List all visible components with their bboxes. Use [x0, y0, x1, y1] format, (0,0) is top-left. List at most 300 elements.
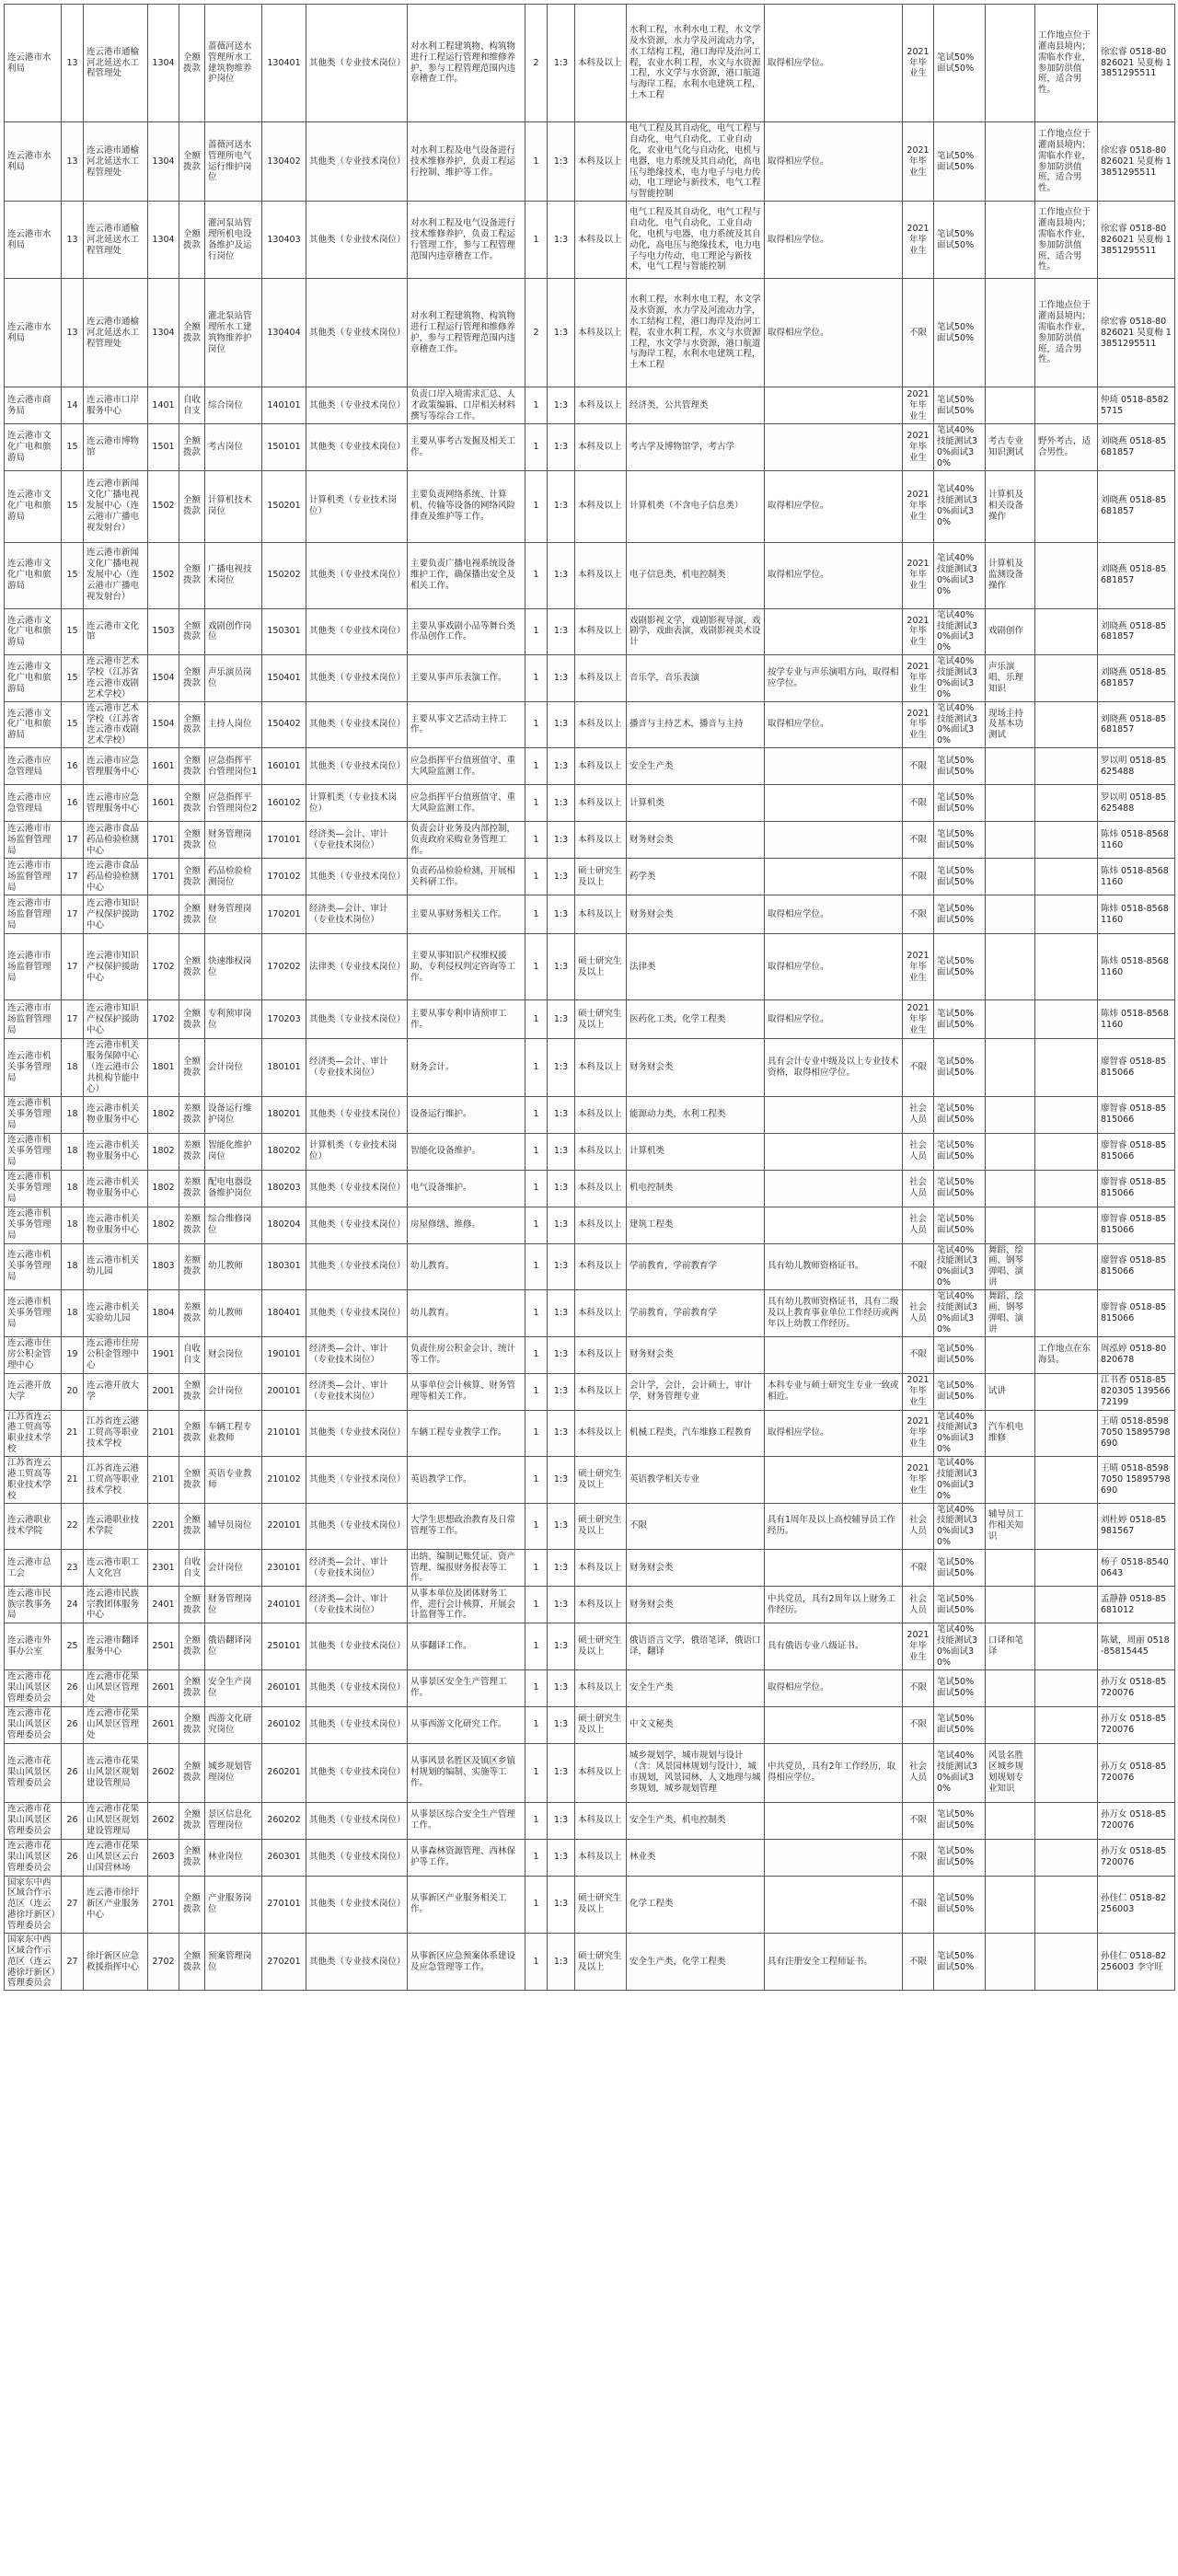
cell-remarks: 工作地点在东海县。 [1035, 1336, 1098, 1373]
cell-position-code: 130401 [262, 5, 306, 122]
cell-contact: 周泓婷 0518-80820678 [1098, 1336, 1175, 1373]
cell-other-requirements [765, 785, 903, 822]
cell-contact: 孙万女 0518-85720076 [1098, 1802, 1175, 1839]
cell-duties: 从事新区应急预案体系建设及应急管理等工作。 [408, 1933, 525, 1990]
cell-skill-test [986, 1207, 1035, 1243]
cell-contact: 孙佳仁 0518-82256003 李守旺 [1098, 1933, 1175, 1990]
cell-skill-test [986, 785, 1035, 822]
cell-unit: 连云港市翻译服务中心 [84, 1623, 148, 1670]
cell-education: 本科及以上 [575, 1039, 627, 1096]
cell-ratio: 1:3 [548, 1933, 575, 1990]
cell-exam-ratio: 笔试40%技能测试30%面试30% [934, 424, 986, 471]
cell-dept: 连云港开放大学 [5, 1373, 62, 1410]
cell-duties: 设备运行维护。 [408, 1096, 525, 1133]
cell-funding: 全额拨款 [179, 655, 205, 702]
cell-ratio: 1:3 [548, 122, 575, 202]
cell-other-requirements: 取得相应学位。 [765, 470, 903, 542]
cell-unit-code: 2702 [148, 1933, 179, 1990]
cell-unit-code: 2601 [148, 1706, 179, 1743]
cell-dept-code: 17 [62, 934, 84, 1000]
cell-position: 财务管理岗位 [205, 895, 262, 934]
cell-headcount: 1 [525, 1876, 548, 1933]
cell-exam-ratio: 笔试50%面试50% [934, 822, 986, 859]
cell-category: 其他类（专业技术岗位） [306, 424, 408, 471]
cell-position-code: 270201 [262, 1933, 306, 1990]
cell-dept-code: 16 [62, 748, 84, 785]
cell-headcount: 1 [525, 1743, 548, 1802]
cell-headcount: 2 [525, 5, 548, 122]
cell-skill-test [986, 748, 1035, 785]
cell-ratio: 1:3 [548, 701, 575, 748]
cell-position-code: 140101 [262, 387, 306, 424]
cell-funding: 全额拨款 [179, 859, 205, 895]
cell-dept-code: 18 [62, 1290, 84, 1337]
cell-skill-test: 口译和笔译 [986, 1623, 1035, 1670]
cell-dept-code: 20 [62, 1373, 84, 1410]
cell-contact: 江书香 0518-85820305 13956672199 [1098, 1373, 1175, 1410]
cell-other-requirements [765, 1096, 903, 1133]
cell-funding: 全额拨款 [179, 934, 205, 1000]
cell-major: 计算机类 [627, 785, 765, 822]
cell-skill-test [986, 822, 1035, 859]
cell-dept-code: 25 [62, 1623, 84, 1670]
cell-other-requirements: 具有俄语专业八级证书。 [765, 1623, 903, 1670]
cell-dept-code: 14 [62, 387, 84, 424]
cell-position-code: 170203 [262, 1000, 306, 1039]
cell-dept-code: 26 [62, 1839, 84, 1876]
cell-major: 化学工程类 [627, 1876, 765, 1933]
cell-category: 经济类—会计、审计（专业技术岗位） [306, 1587, 408, 1623]
cell-target-group: 不限 [903, 822, 934, 859]
cell-skill-test: 辅导员工作相关知识 [986, 1503, 1035, 1550]
cell-duties: 从事新区产业服务相关工作。 [408, 1876, 525, 1933]
cell-major: 俄语语言文学，俄语笔译，俄语口译，翻译 [627, 1623, 765, 1670]
cell-exam-ratio: 笔试50%面试50% [934, 859, 986, 895]
cell-unit: 连云港市新闻文化广播电视发展中心（连云港市广播电视发射台） [84, 542, 148, 608]
cell-ratio: 1:3 [548, 1503, 575, 1550]
cell-target-group: 不限 [903, 1802, 934, 1839]
cell-major: 不限 [627, 1503, 765, 1550]
cell-dept: 连云港市文化广电和旅游局 [5, 470, 62, 542]
cell-funding: 差额拨款 [179, 1207, 205, 1243]
cell-skill-test: 舞蹈、绘画、钢琴弹唱、演讲 [986, 1243, 1035, 1290]
cell-unit-code: 1503 [148, 608, 179, 655]
cell-funding: 全额拨款 [179, 1457, 205, 1504]
cell-dept-code: 13 [62, 279, 84, 387]
cell-duties: 主要负责广播电视系统设备维护工作，确保播出安全及相关工作。 [408, 542, 525, 608]
cell-unit: 连云港市花果山风景区云台山国营林场 [84, 1839, 148, 1876]
cell-position: 应急指挥平台管理岗位2 [205, 785, 262, 822]
cell-funding: 全额拨款 [179, 1876, 205, 1933]
cell-remarks [1035, 542, 1098, 608]
table-row [5, 1207, 1175, 1243]
cell-duties: 出纳、编制记账凭证、资产管理、编报财务报表等工作。 [408, 1550, 525, 1587]
cell-other-requirements [765, 822, 903, 859]
cell-contact: 孟静静 0518-85681012 [1098, 1587, 1175, 1623]
cell-unit-code: 2501 [148, 1623, 179, 1670]
cell-contact: 孙万女 0518-85720076 [1098, 1669, 1175, 1706]
cell-unit-code: 2602 [148, 1743, 179, 1802]
cell-headcount: 1 [525, 785, 548, 822]
cell-target-group: 2021年毕业生 [903, 608, 934, 655]
cell-major: 法律类 [627, 934, 765, 1000]
cell-unit-code: 1803 [148, 1243, 179, 1290]
cell-unit: 连云港市食品药品检验检测中心 [84, 859, 148, 895]
cell-major: 财务财会类 [627, 1550, 765, 1587]
cell-exam-ratio: 笔试50%面试50% [934, 279, 986, 387]
cell-unit: 连云港市通榆河北延送水工程管理处 [84, 122, 148, 202]
table-row [5, 1290, 1175, 1337]
cell-skill-test [986, 5, 1035, 122]
cell-ratio: 1:3 [548, 822, 575, 859]
cell-funding: 差额拨款 [179, 1096, 205, 1133]
cell-other-requirements: 取得相应学位。 [765, 1669, 903, 1706]
cell-unit: 连云港市知识产权保护援助中心 [84, 934, 148, 1000]
cell-education: 本科及以上 [575, 5, 627, 122]
cell-target-group: 2021年毕业生 [903, 701, 934, 748]
cell-dept-code: 18 [62, 1133, 84, 1170]
cell-headcount: 1 [525, 424, 548, 471]
cell-duties: 房屋修缮、维修。 [408, 1207, 525, 1243]
cell-position: 安全生产岗位 [205, 1669, 262, 1706]
cell-duties: 车辆工程专业教学工作。 [408, 1410, 525, 1457]
cell-dept: 国家东中西区域合作示范区（连云港徐圩新区）管理委员会 [5, 1876, 62, 1933]
cell-remarks [1035, 1706, 1098, 1743]
cell-category: 其他类（专业技术岗位） [306, 1839, 408, 1876]
cell-duties: 从事翻译工作。 [408, 1623, 525, 1670]
cell-major: 财务财会类 [627, 1336, 765, 1373]
cell-category: 其他类（专业技术岗位） [306, 1623, 408, 1670]
cell-exam-ratio: 笔试40%技能测试30%面试30% [934, 1410, 986, 1457]
cell-dept-code: 13 [62, 122, 84, 202]
cell-category: 其他类（专业技术岗位） [306, 542, 408, 608]
cell-contact: 陈炜 0518-85681160 [1098, 934, 1175, 1000]
cell-category: 经济类—会计、审计（专业技术岗位） [306, 1336, 408, 1373]
cell-unit: 连云港市通榆河北延送水工程管理处 [84, 202, 148, 279]
cell-category: 经济类—会计、审计（专业技术岗位） [306, 822, 408, 859]
cell-education: 本科及以上 [575, 1170, 627, 1207]
cell-category: 计算机类（专业技术岗位） [306, 470, 408, 542]
cell-remarks: 工作地点位于灌南县境内；需临水作业，参加防洪值班，适合男性。 [1035, 279, 1098, 387]
cell-dept-code: 15 [62, 608, 84, 655]
cell-exam-ratio: 笔试50%面试50% [934, 1706, 986, 1743]
cell-education: 本科及以上 [575, 608, 627, 655]
cell-contact: 仲琦 0518-85825715 [1098, 387, 1175, 424]
cell-duties: 从事西游文化研究工作。 [408, 1706, 525, 1743]
cell-duties: 大学生思想政治教育及日常管理等工作。 [408, 1503, 525, 1550]
cell-contact: 刘晓燕 0518-85681857 [1098, 655, 1175, 702]
cell-funding: 全额拨款 [179, 1587, 205, 1623]
cell-ratio: 1:3 [548, 1802, 575, 1839]
cell-ratio: 1:3 [548, 1290, 575, 1337]
cell-unit: 连云港市机关物业服务中心 [84, 1170, 148, 1207]
cell-other-requirements: 具有注册安全工程师证书。 [765, 1933, 903, 1990]
cell-contact: 陈炜 0518-85681160 [1098, 822, 1175, 859]
cell-skill-test: 试讲 [986, 1373, 1035, 1410]
cell-unit-code: 1801 [148, 1039, 179, 1096]
cell-remarks: 工作地点位于灌南县境内；需临水作业，参加防洪值班，适合男性。 [1035, 202, 1098, 279]
cell-funding: 自收自支 [179, 387, 205, 424]
cell-other-requirements [765, 1133, 903, 1170]
cell-unit-code: 2101 [148, 1410, 179, 1457]
table-row [5, 470, 1175, 542]
cell-category: 经济类—会计、审计（专业技术岗位） [306, 1373, 408, 1410]
cell-other-requirements: 取得相应学位。 [765, 122, 903, 202]
cell-unit: 江苏省连云港工贸高等职业技术学校 [84, 1457, 148, 1504]
cell-dept-code: 19 [62, 1336, 84, 1373]
cell-headcount: 1 [525, 701, 548, 748]
cell-dept: 连云港市机关事务管理局 [5, 1170, 62, 1207]
cell-dept-code: 18 [62, 1243, 84, 1290]
cell-unit: 连云港市通榆河北延送水工程管理处 [84, 5, 148, 122]
cell-duties: 负责住房公积金会计、统计等工作。 [408, 1336, 525, 1373]
cell-duties: 主要从事戏剧小品等舞台类作品创作工作。 [408, 608, 525, 655]
cell-position-code: 270101 [262, 1876, 306, 1933]
cell-skill-test [986, 1336, 1035, 1373]
cell-exam-ratio: 笔试50%面试50% [934, 895, 986, 934]
cell-target-group: 社会人员 [903, 1587, 934, 1623]
cell-remarks [1035, 1876, 1098, 1933]
cell-ratio: 1:3 [548, 1207, 575, 1243]
table-row [5, 1170, 1175, 1207]
cell-funding: 全额拨款 [179, 1933, 205, 1990]
cell-target-group: 2021年毕业生 [903, 934, 934, 1000]
cell-position-code: 150202 [262, 542, 306, 608]
cell-dept-code: 13 [62, 5, 84, 122]
cell-ratio: 1:3 [548, 202, 575, 279]
cell-dept: 国家东中西区域合作示范区（连云港徐圩新区）管理委员会 [5, 1933, 62, 1990]
cell-position: 戏剧创作岗位 [205, 608, 262, 655]
cell-exam-ratio: 笔试50%面试50% [934, 1373, 986, 1410]
cell-position: 专利预审岗位 [205, 1000, 262, 1039]
cell-funding: 全额拨款 [179, 202, 205, 279]
cell-unit: 连云港市住房公积金管理中心 [84, 1336, 148, 1373]
cell-duties: 主要从事知识产权维权援助、专利侵权判定咨询等工作。 [408, 934, 525, 1000]
cell-exam-ratio: 笔试50%面试50% [934, 202, 986, 279]
table-row [5, 1373, 1175, 1410]
cell-remarks [1035, 655, 1098, 702]
cell-ratio: 1:3 [548, 1839, 575, 1876]
cell-headcount: 1 [525, 1000, 548, 1039]
cell-remarks [1035, 1623, 1098, 1670]
cell-category: 计算机类（专业技术岗位） [306, 785, 408, 822]
cell-skill-test: 计算机及相关设备操作 [986, 470, 1035, 542]
cell-remarks [1035, 895, 1098, 934]
cell-dept-code: 27 [62, 1876, 84, 1933]
cell-ratio: 1:3 [548, 542, 575, 608]
cell-major: 计算机类 [627, 1133, 765, 1170]
cell-category: 其他类（专业技术岗位） [306, 859, 408, 895]
cell-major: 电气工程及其自动化，电气工程与自动化，电气自动化，工业自动化，电机与电器，电力系统及其自动化，高电压与绝缘技术，电力电子与电力传动，电工理论与新技术，电气工程与智能控制 [627, 202, 765, 279]
cell-unit: 连云港市机关物业服务中心 [84, 1096, 148, 1133]
table-row [5, 1133, 1175, 1170]
cell-major: 考古学及博物馆学，考古学 [627, 424, 765, 471]
cell-dept: 连云港市应急管理局 [5, 748, 62, 785]
cell-dept-code: 18 [62, 1170, 84, 1207]
cell-dept: 连云港市外事办公室 [5, 1623, 62, 1670]
table-row [5, 122, 1175, 202]
cell-exam-ratio: 笔试50%面试50% [934, 1133, 986, 1170]
cell-unit-code: 1901 [148, 1336, 179, 1373]
cell-position-code: 260301 [262, 1839, 306, 1876]
cell-other-requirements: 取得相应学位。 [765, 1410, 903, 1457]
cell-funding: 差额拨款 [179, 1170, 205, 1207]
cell-funding: 全额拨款 [179, 608, 205, 655]
cell-headcount: 1 [525, 1802, 548, 1839]
cell-unit-code: 2401 [148, 1587, 179, 1623]
table-row [5, 424, 1175, 471]
cell-position: 设备运行维护岗位 [205, 1096, 262, 1133]
cell-headcount: 1 [525, 748, 548, 785]
table-row [5, 608, 1175, 655]
cell-remarks [1035, 1207, 1098, 1243]
cell-major: 安全生产类，机电控制类 [627, 1802, 765, 1839]
cell-duties: 幼儿教育。 [408, 1290, 525, 1337]
cell-contact: 刘晓燕 0518-85681857 [1098, 608, 1175, 655]
cell-contact: 刘晓燕 0518-85681857 [1098, 424, 1175, 471]
cell-skill-test [986, 934, 1035, 1000]
cell-position: 会计岗位 [205, 1039, 262, 1096]
cell-skill-test [986, 202, 1035, 279]
cell-remarks [1035, 608, 1098, 655]
cell-remarks [1035, 1743, 1098, 1802]
cell-major: 能源动力类，水利工程类 [627, 1096, 765, 1133]
table-row [5, 822, 1175, 859]
cell-dept-code: 17 [62, 822, 84, 859]
table-row [5, 701, 1175, 748]
cell-unit: 连云港市职工人文化宫 [84, 1550, 148, 1587]
cell-category: 其他类（专业技术岗位） [306, 1706, 408, 1743]
cell-unit-code: 2201 [148, 1503, 179, 1550]
cell-contact: 廖智睿 0518-85815066 [1098, 1290, 1175, 1337]
cell-duties: 对水利工程建筑物、构筑物进行工程运行管理和维修养护，参与工程管理范围内违章稽查工作。 [408, 279, 525, 387]
cell-category: 其他类（专业技术岗位） [306, 1096, 408, 1133]
cell-unit: 连云港市机关服务保障中心（连云港市公共机构节能中心） [84, 1039, 148, 1096]
cell-unit: 连云港市机关幼儿园 [84, 1243, 148, 1290]
cell-unit: 连云港市花果山风景区规划建设管理局 [84, 1802, 148, 1839]
cell-category: 法律类（专业技术岗位） [306, 934, 408, 1000]
cell-ratio: 1:3 [548, 655, 575, 702]
table-row [5, 387, 1175, 424]
table-row [5, 5, 1175, 122]
cell-dept: 连云港市花果山风景区管理委员会 [5, 1743, 62, 1802]
cell-other-requirements [765, 859, 903, 895]
cell-other-requirements [765, 1706, 903, 1743]
cell-unit-code: 1601 [148, 785, 179, 822]
cell-other-requirements [765, 424, 903, 471]
cell-unit: 连云港市通榆河北延送水工程管理处 [84, 279, 148, 387]
cell-funding: 全额拨款 [179, 1503, 205, 1550]
cell-remarks [1035, 785, 1098, 822]
table-row [5, 1743, 1175, 1802]
cell-unit: 连云港市新闻文化广播电视发展中心（连云港市广播电视发射台） [84, 470, 148, 542]
cell-education: 本科及以上 [575, 822, 627, 859]
cell-position-code: 180101 [262, 1039, 306, 1096]
cell-category: 其他类（专业技术岗位） [306, 748, 408, 785]
cell-dept: 连云港市文化广电和旅游局 [5, 424, 62, 471]
cell-dept: 连云港市水利局 [5, 122, 62, 202]
table-row [5, 1550, 1175, 1587]
cell-major: 音乐学，音乐表演 [627, 655, 765, 702]
cell-dept: 连云港市文化广电和旅游局 [5, 608, 62, 655]
cell-position-code: 240101 [262, 1587, 306, 1623]
cell-unit-code: 1401 [148, 387, 179, 424]
cell-dept: 江苏省连云港工贸高等职业技术学校 [5, 1457, 62, 1504]
cell-position: 应急指挥平台管理岗位1 [205, 748, 262, 785]
cell-unit-code: 1501 [148, 424, 179, 471]
cell-duties: 主要从事专利申请预审工作。 [408, 1000, 525, 1039]
cell-ratio: 1:3 [548, 1373, 575, 1410]
cell-exam-ratio: 笔试50%面试50% [934, 5, 986, 122]
cell-ratio: 1:3 [548, 785, 575, 822]
cell-unit: 连云港职业技术学院 [84, 1503, 148, 1550]
cell-dept: 连云港市水利局 [5, 202, 62, 279]
cell-other-requirements [765, 1802, 903, 1839]
cell-unit-code: 1502 [148, 542, 179, 608]
cell-dept: 连云港市水利局 [5, 279, 62, 387]
cell-unit: 连云港市花果山风景区规划建设管理局 [84, 1743, 148, 1802]
cell-position: 会计岗位 [205, 1550, 262, 1587]
cell-exam-ratio: 笔试50%面试50% [934, 1802, 986, 1839]
cell-duties: 主要从事文艺活动主持工作。 [408, 701, 525, 748]
cell-dept: 连云港市文化广电和旅游局 [5, 701, 62, 748]
cell-target-group: 不限 [903, 895, 934, 934]
cell-target-group: 2021年毕业生 [903, 1373, 934, 1410]
cell-unit: 连云港市机关实验幼儿园 [84, 1290, 148, 1337]
cell-contact: 廖智睿 0518-85815066 [1098, 1039, 1175, 1096]
cell-other-requirements: 取得相应学位。 [765, 934, 903, 1000]
cell-position: 声乐演员岗位 [205, 655, 262, 702]
cell-education: 本科及以上 [575, 202, 627, 279]
cell-ratio: 1:3 [548, 1133, 575, 1170]
cell-skill-test: 风景名胜区城乡规划规划专业知识 [986, 1743, 1035, 1802]
cell-exam-ratio: 笔试50%面试50% [934, 1669, 986, 1706]
cell-education: 本科及以上 [575, 1587, 627, 1623]
cell-exam-ratio: 笔试50%面试50% [934, 387, 986, 424]
cell-dept-code: 27 [62, 1933, 84, 1990]
cell-headcount: 1 [525, 1133, 548, 1170]
cell-position-code: 180204 [262, 1207, 306, 1243]
cell-headcount: 1 [525, 859, 548, 895]
cell-remarks [1035, 1096, 1098, 1133]
cell-unit-code: 1504 [148, 655, 179, 702]
cell-position-code: 220101 [262, 1503, 306, 1550]
cell-remarks: 工作地点位于灌南县境内；需临水作业，参加防洪值班，适合男性。 [1035, 5, 1098, 122]
cell-ratio: 1:3 [548, 1170, 575, 1207]
cell-other-requirements: 取得相应学位。 [765, 279, 903, 387]
cell-contact: 廖智睿 0518-85815066 [1098, 1243, 1175, 1290]
cell-unit-code: 1701 [148, 822, 179, 859]
cell-dept-code: 21 [62, 1457, 84, 1504]
cell-contact: 孙万女 0518-85720076 [1098, 1706, 1175, 1743]
cell-headcount: 1 [525, 608, 548, 655]
cell-education: 本科及以上 [575, 1802, 627, 1839]
cell-unit: 连云港市应急管理服务中心 [84, 748, 148, 785]
cell-dept: 连云港市住房公积金管理中心 [5, 1336, 62, 1373]
cell-duties: 电气设备维护。 [408, 1170, 525, 1207]
cell-target-group: 社会人员 [903, 1743, 934, 1802]
cell-major: 财务财会类 [627, 822, 765, 859]
cell-target-group: 不限 [903, 785, 934, 822]
cell-education: 本科及以上 [575, 1243, 627, 1290]
cell-exam-ratio: 笔试40%技能测试30%面试30% [934, 655, 986, 702]
cell-headcount: 1 [525, 1290, 548, 1337]
cell-contact: 廖智睿 0518-85815066 [1098, 1170, 1175, 1207]
cell-remarks [1035, 387, 1098, 424]
cell-dept: 连云港市花果山风景区管理委员会 [5, 1802, 62, 1839]
cell-dept-code: 18 [62, 1039, 84, 1096]
cell-headcount: 1 [525, 895, 548, 934]
